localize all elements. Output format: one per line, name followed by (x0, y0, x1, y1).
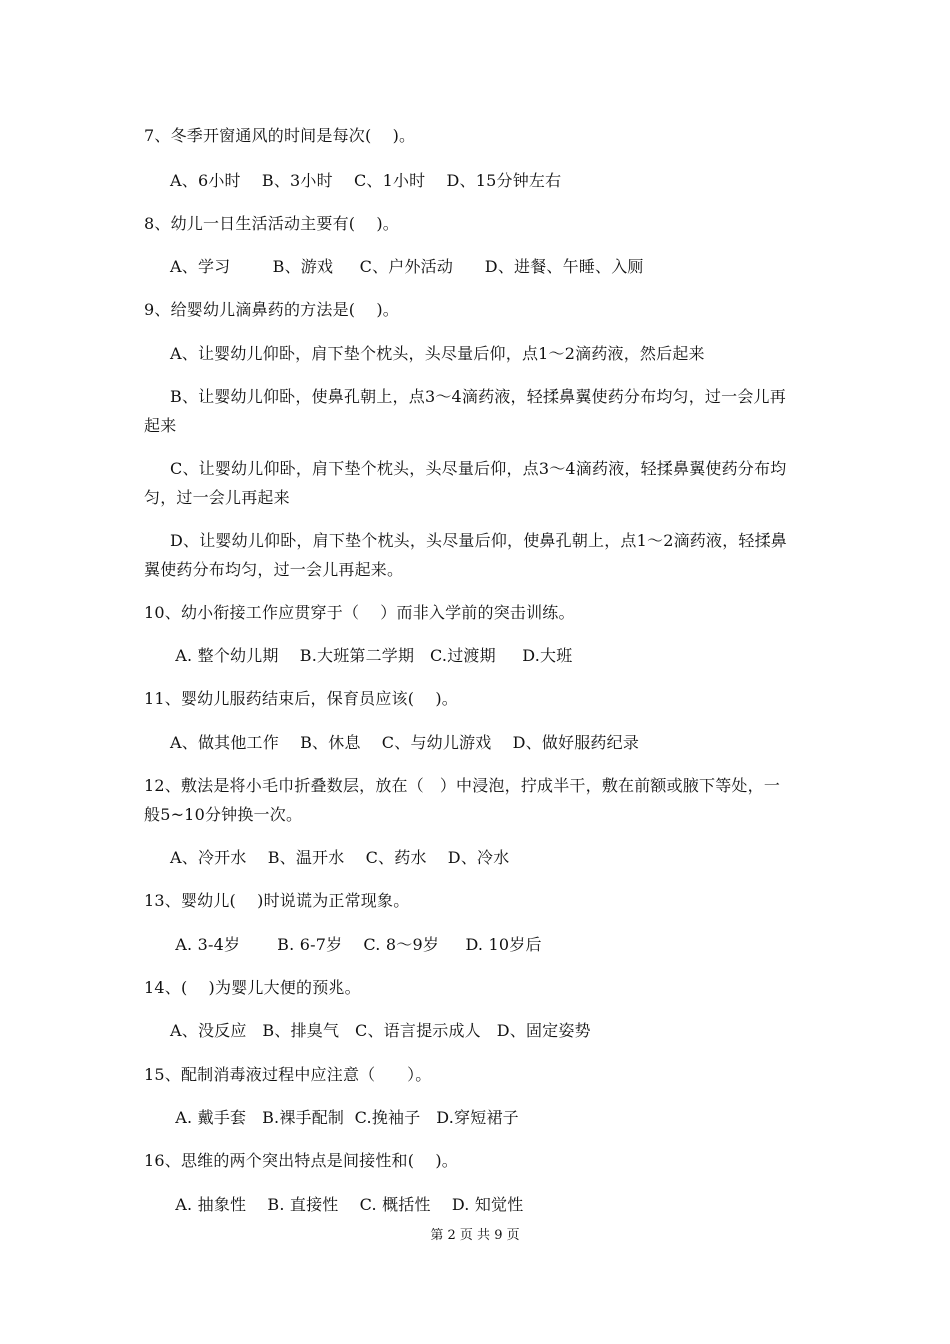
question-9-option-b: B、让婴幼儿仰卧，使鼻孔朝上，点3～4滴药液，轻揉鼻翼使药分布均匀，过一会儿再 (170, 387, 786, 406)
question-11-options: A、做其他工作 B、休息 C、与幼儿游戏 D、做好服药纪录 (170, 733, 640, 752)
question-9-option-c-cont: 匀，过一会儿再起来 (144, 488, 290, 507)
question-9-option-b-cont: 起来 (144, 416, 177, 435)
question-9-option-d-cont: 翼使药分布均匀，过一会儿再起来。 (144, 560, 404, 579)
question-7: 7、冬季开窗通风的时间是每次( )。 (144, 126, 416, 145)
page-footer: 第 2 页 共 9 页 (430, 1228, 520, 1243)
question-11: 11、婴幼儿服药结束后，保育员应该( )。 (144, 689, 458, 708)
question-9-option-a: A、让婴幼儿仰卧，肩下垫个枕头，头尽量后仰，点1～2滴药液，然后起来 (170, 344, 705, 363)
question-12: 12、敷法是将小毛巾折叠数层，放在（ ）中浸泡，拧成半干，敷在前额或腋下等处，一 (144, 776, 781, 795)
question-15-options: A. 戴手套 B.裸手配制 C.挽袖子 D.穿短裙子 (170, 1108, 519, 1127)
question-9: 9、给婴幼儿滴鼻药的方法是( )。 (144, 300, 400, 319)
question-8: 8、幼儿一日生活活动主要有( )。 (144, 214, 400, 233)
question-10: 10、幼小衔接工作应贯穿于（ ）而非入学前的突击训练。 (144, 603, 575, 622)
question-7-options: A、6小时 B、3小时 C、1小时 D、15分钟左右 (170, 171, 562, 190)
question-16: 16、思维的两个突出特点是间接性和( )。 (144, 1151, 458, 1170)
question-13: 13、婴幼儿( )时说谎为正常现象。 (144, 891, 410, 910)
question-13-options: A. 3-4岁 B. 6-7岁 C. 8～9岁 D. 10岁后 (170, 935, 542, 954)
question-16-options: A. 抽象性 B. 直接性 C. 概括性 D. 知觉性 (170, 1195, 524, 1214)
question-15: 15、配制消毒液过程中应注意（ ）。 (144, 1065, 432, 1084)
question-9-option-d: D、让婴幼儿仰卧，肩下垫个枕头，头尽量后仰，使鼻孔朝上，点1～2滴药液，轻揉鼻 (170, 531, 787, 550)
question-9-option-c: C、让婴幼儿仰卧，肩下垫个枕头，头尽量后仰，点3～4滴药液，轻揉鼻翼使药分布均 (170, 459, 787, 478)
question-14: 14、( )为婴儿大便的预兆。 (144, 978, 361, 997)
question-14-options: A、没反应 B、排臭气 C、语言提示成人 D、固定姿势 (170, 1021, 591, 1040)
question-8-options: A、学习 B、游戏 C、户外活动 D、进餐、午睡、入厕 (170, 257, 644, 276)
question-10-options: A. 整个幼儿期 B.大班第二学期 C.过渡期 D.大班 (170, 646, 573, 665)
question-12-options: A、冷开水 B、温开水 C、药水 D、冷水 (170, 848, 510, 867)
question-12-cont: 般5~10分钟换一次。 (144, 805, 303, 824)
